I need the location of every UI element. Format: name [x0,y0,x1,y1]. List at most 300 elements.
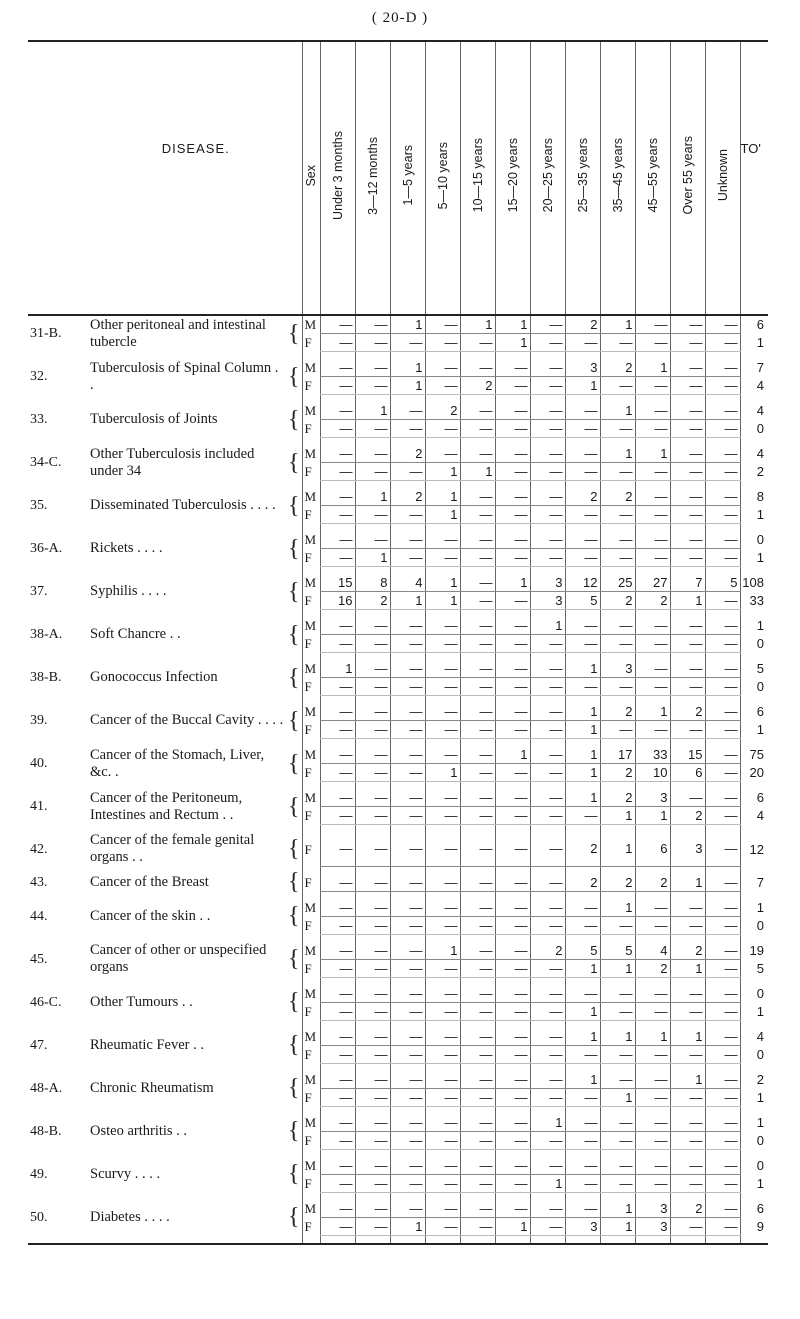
age-count-cell: 1 [425,942,460,960]
disease-name-cell [90,899,302,935]
age-count-cell: — [530,1217,565,1235]
age-count-cell: — [460,1131,495,1149]
age-count-cell: — [635,531,670,549]
header-number-column [28,41,90,315]
age-count-cell: 1 [390,1217,425,1235]
age-count-cell: — [460,506,495,524]
age-count-cell: 1 [425,463,460,481]
age-count-cell: — [565,531,600,549]
sex-cell: F [302,1217,320,1235]
row-spacer [28,352,768,360]
age-count-cell: — [495,660,530,678]
age-count-cell: — [425,746,460,764]
age-count-cell: — [355,531,390,549]
age-count-cell: — [495,549,530,567]
brace-glyph: { [287,621,300,648]
total-cell: 4 [740,402,768,420]
table-row [28,899,768,917]
age-count-cell: — [635,635,670,653]
age-count-cell: 1 [530,1174,565,1192]
age-count-cell: — [635,678,670,696]
sex-cell: F [302,506,320,524]
age-count-cell: — [390,1002,425,1020]
age-count-cell: — [495,1157,530,1175]
age-count-cell: — [705,617,740,635]
age-count-cell: 2 [530,942,565,960]
age-count-cell: — [460,899,495,917]
sex-cell: M [302,1114,320,1132]
age-count-cell: — [565,807,600,825]
disease-number: 38-A. [30,627,63,643]
disease-number: 45. [30,951,48,967]
table-row [28,1028,768,1046]
age-count-cell: — [530,334,565,352]
age-count-cell: — [530,1088,565,1106]
age-count-cell: 1 [495,574,530,592]
age-count-cell: 1 [425,574,460,592]
age-count-cell: — [705,506,740,524]
age-count-cell: 2 [635,874,670,892]
age-count-cell: 1 [565,746,600,764]
age-count-cell: — [460,1174,495,1192]
age-count-cell: — [390,660,425,678]
age-count-cell: — [460,678,495,696]
total-cell: 0 [740,531,768,549]
age-count-cell: — [600,635,635,653]
age-count-cell: — [320,746,355,764]
age-count-cell: — [600,1174,635,1192]
age-count-cell: 1 [670,1028,705,1046]
age-count-cell: — [355,334,390,352]
row-spacer [28,1063,768,1071]
age-count-cell: 2 [390,445,425,463]
disease-number: 40. [30,756,48,772]
age-count-cell: — [320,463,355,481]
header-age-6: 20—25 years [530,41,565,315]
disease-name-cell [90,359,302,395]
sex-cell: F [302,807,320,825]
age-count-cell: — [670,315,705,334]
age-count-cell: 1 [635,1028,670,1046]
age-count-cell: — [425,334,460,352]
age-count-cell: — [355,617,390,635]
age-count-cell: — [670,377,705,395]
age-count-cell: — [670,985,705,1003]
age-count-cell: — [320,721,355,739]
age-count-cell: — [705,334,740,352]
age-count-cell: 12 [565,574,600,592]
age-count-cell: — [635,1088,670,1106]
disease-name: Other peritoneal and intestinal tubercle [90,316,266,350]
age-count-cell: 2 [670,703,705,721]
age-count-cell: 1 [565,377,600,395]
age-count-cell: — [320,899,355,917]
disease-number: 43. [30,874,48,890]
disease-number: 39. [30,713,48,729]
age-count-cell: — [670,445,705,463]
age-count-cell: 1 [565,959,600,977]
age-count-cell: — [705,721,740,739]
age-count-cell: — [390,678,425,696]
age-count-cell: — [355,420,390,438]
age-count-cell: — [390,617,425,635]
age-count-cell: — [320,359,355,377]
age-count-cell: — [355,721,390,739]
header-age-7: 25—35 years [565,41,600,315]
age-count-cell: — [600,463,635,481]
brace-glyph: { [287,492,300,519]
age-count-cell: — [600,721,635,739]
age-count-cell: — [565,1200,600,1218]
age-count-cell: 1 [600,1217,635,1235]
age-count-cell: — [320,764,355,782]
brace-glyph: { [287,363,300,390]
age-count-cell: — [390,1174,425,1192]
age-count-cell: — [460,746,495,764]
age-count-cell: — [320,445,355,463]
age-count-cell: — [635,1071,670,1089]
age-count-cell: — [495,703,530,721]
header-age-1: 3—12 months [355,41,390,315]
age-count-cell: — [460,488,495,506]
age-count-cell: 8 [355,574,390,592]
age-count-cell: — [600,1045,635,1063]
table-row [28,574,768,592]
age-count-cell: — [425,832,460,866]
age-count-cell: — [355,703,390,721]
age-count-cell: — [460,807,495,825]
sex-cell: F [302,1131,320,1149]
age-count-cell: — [355,445,390,463]
age-count-cell: — [670,334,705,352]
age-count-cell: — [530,463,565,481]
age-count-cell: 1 [600,1028,635,1046]
age-count-cell: — [460,1071,495,1089]
age-count-cell: 1 [565,721,600,739]
age-count-cell: 1 [600,1200,635,1218]
age-count-cell: 1 [495,315,530,334]
age-count-cell: — [355,1088,390,1106]
table-row [28,315,768,334]
disease-name-cell [90,574,302,610]
age-count-cell: — [320,789,355,807]
age-count-cell: — [355,377,390,395]
age-count-cell: — [670,1174,705,1192]
age-count-cell: — [390,916,425,934]
age-count-cell: 1 [670,874,705,892]
age-count-cell: — [495,402,530,420]
age-count-cell: — [425,377,460,395]
disease-name: Rheumatic Fever . . [90,1036,204,1053]
age-count-cell: — [390,1200,425,1218]
brace-glyph: { [287,1161,300,1188]
table-row [28,1200,768,1218]
disease-name-cell [90,832,302,866]
age-count-cell: — [425,959,460,977]
age-count-cell: — [530,789,565,807]
age-count-cell: — [495,942,530,960]
total-cell: 5 [740,959,768,977]
age-count-cell: — [495,1088,530,1106]
age-count-cell: — [390,549,425,567]
row-spacer [28,934,768,942]
disease-number: 35. [30,498,48,514]
age-count-cell: — [600,506,635,524]
age-count-cell: — [355,678,390,696]
total-cell: 0 [740,1131,768,1149]
age-count-cell: — [320,549,355,567]
total-cell: 2 [740,463,768,481]
age-count-cell: — [320,959,355,977]
row-spacer [28,977,768,985]
age-count-cell: — [390,1071,425,1089]
age-count-cell: — [425,1114,460,1132]
age-count-cell: — [495,377,530,395]
age-count-cell: — [390,874,425,892]
total-cell: 0 [740,916,768,934]
age-count-cell: 1 [565,1071,600,1089]
age-count-cell: — [705,1174,740,1192]
table-row [28,359,768,377]
age-count-cell: — [530,531,565,549]
age-count-cell: 2 [670,807,705,825]
age-count-cell: — [495,832,530,866]
age-count-cell: — [565,1088,600,1106]
age-count-cell: 1 [600,445,635,463]
header-age-8: 35—45 years [600,41,635,315]
brace-glyph: { [287,707,300,734]
sex-cell: M [302,746,320,764]
age-count-cell: — [355,874,390,892]
age-count-cell: — [565,1114,600,1132]
disease-name-cell [90,1071,302,1107]
age-count-cell: — [425,807,460,825]
sex-cell: F [302,832,320,866]
brace-glyph: { [287,989,300,1016]
total-cell: 6 [740,703,768,721]
age-count-cell: — [390,721,425,739]
age-count-cell: — [705,985,740,1003]
age-count-cell: — [355,832,390,866]
age-count-cell: — [460,359,495,377]
sex-cell: F [302,678,320,696]
disease-number: 38-B. [30,670,62,686]
disease-number: 49. [30,1166,48,1182]
age-count-cell: — [495,916,530,934]
age-count-cell: 1 [460,315,495,334]
age-count-cell: — [600,1131,635,1149]
brace-glyph: { [287,664,300,691]
age-count-cell: — [495,488,530,506]
page-title: ( 20-D ) [371,10,429,26]
age-count-cell: — [460,874,495,892]
age-count-cell: 1 [635,807,670,825]
age-count-cell: 1 [670,592,705,610]
age-count-cell: — [635,1131,670,1149]
age-count-cell: 1 [635,445,670,463]
age-count-cell: — [320,678,355,696]
age-count-cell: 1 [600,807,635,825]
age-count-cell: — [600,1157,635,1175]
age-count-cell: 3 [635,789,670,807]
age-count-cell: — [460,549,495,567]
age-count-cell: — [425,1131,460,1149]
age-count-cell: 2 [635,592,670,610]
total-cell: 6 [740,315,768,334]
sex-cell: M [302,531,320,549]
total-cell: 7 [740,359,768,377]
age-count-cell: — [670,1217,705,1235]
age-count-cell: — [320,807,355,825]
age-count-cell: — [355,359,390,377]
age-count-cell: — [320,617,355,635]
age-count-cell: — [425,359,460,377]
disease-number: 50. [30,1209,48,1225]
age-count-cell: 1 [495,1217,530,1235]
header-sex: Sex [302,41,320,315]
brace-glyph: { [287,1032,300,1059]
brace-glyph: { [287,449,300,476]
disease-name: Disseminated Tuberculosis . . . . [90,497,276,514]
age-count-cell: — [320,1131,355,1149]
age-count-cell: — [670,1131,705,1149]
age-count-cell: — [390,746,425,764]
age-count-cell: — [495,1028,530,1046]
age-count-cell: — [670,678,705,696]
age-count-cell: — [635,506,670,524]
age-count-cell: — [425,635,460,653]
sex-cell: F [302,1174,320,1192]
age-count-cell: — [530,549,565,567]
age-count-cell: — [460,1157,495,1175]
age-count-cell: — [670,549,705,567]
age-count-cell: — [425,703,460,721]
age-count-cell: 1 [390,359,425,377]
age-count-cell: 2 [390,488,425,506]
disease-name: Cancer of the skin . . [90,907,211,924]
age-count-cell: 2 [565,488,600,506]
row-spacer [28,782,768,790]
age-count-cell: — [565,1174,600,1192]
age-count-cell: — [460,1088,495,1106]
disease-name-cell [90,869,302,896]
age-count-cell: — [495,874,530,892]
age-count-cell: 15 [670,746,705,764]
disease-name-cell [90,985,302,1021]
total-cell: 19 [740,942,768,960]
disease-name: Cancer of the Buccal Cavity . . . . [90,712,284,729]
table-body [28,315,768,1244]
row-spacer [28,653,768,661]
age-count-cell: — [705,402,740,420]
age-count-cell: — [705,807,740,825]
age-count-cell: — [705,874,740,892]
age-count-cell: — [425,617,460,635]
disease-number: 34-C. [30,455,62,471]
disease-name: Other Tumours . . [90,993,193,1010]
disease-name: Cancer of the Breast [90,873,209,890]
age-count-cell: — [705,549,740,567]
total-cell: 1 [740,617,768,635]
table-row [28,402,768,420]
age-count-cell: — [635,617,670,635]
age-count-cell: — [425,1088,460,1106]
age-count-cell: — [460,635,495,653]
age-count-cell: — [390,985,425,1003]
header-age-10: Over 55 years [670,41,705,315]
age-count-cell: — [635,463,670,481]
age-count-cell: — [530,359,565,377]
disease-name-cell [90,488,302,524]
age-count-cell: 1 [565,660,600,678]
age-count-cell: — [460,660,495,678]
sex-cell: F [302,463,320,481]
total-cell: 0 [740,635,768,653]
age-count-cell: — [530,635,565,653]
disease-number: 32. [30,369,48,385]
total-cell: 1 [740,1114,768,1132]
age-count-cell: — [600,377,635,395]
age-count-cell: — [705,1088,740,1106]
total-cell: 6 [740,1200,768,1218]
sex-cell: M [302,899,320,917]
brace-glyph: { [287,578,300,605]
age-count-cell: 2 [600,703,635,721]
age-count-cell: — [390,703,425,721]
age-count-cell: — [460,832,495,866]
age-count-cell: — [495,420,530,438]
table-row [28,1071,768,1089]
total-cell: 6 [740,789,768,807]
disease-name-cell [90,402,302,438]
age-count-cell: — [530,315,565,334]
disease-name: Syphilis . . . . [90,583,167,600]
sex-cell: F [302,635,320,653]
age-count-cell: 3 [635,1217,670,1235]
age-count-cell: — [565,985,600,1003]
brace-glyph: { [287,750,300,777]
age-count-cell: — [495,1174,530,1192]
age-count-cell: — [355,1114,390,1132]
age-count-cell: — [635,916,670,934]
row-spacer [28,1149,768,1157]
sex-cell: F [302,916,320,934]
age-count-cell: — [495,531,530,549]
age-count-cell: — [635,315,670,334]
age-count-cell: — [425,789,460,807]
age-count-cell: — [320,1002,355,1020]
age-count-cell: 16 [320,592,355,610]
age-count-cell: — [355,916,390,934]
age-count-cell: 5 [565,592,600,610]
age-count-cell: — [460,1114,495,1132]
age-count-cell: — [705,377,740,395]
age-count-cell: — [530,764,565,782]
row-spacer [28,1020,768,1028]
disease-number: 41. [30,799,48,815]
age-count-cell: — [320,1217,355,1235]
row-spacer [28,610,768,618]
age-count-cell: — [425,678,460,696]
age-count-cell: — [635,1174,670,1192]
age-count-cell: — [670,1088,705,1106]
age-count-cell: — [425,1045,460,1063]
sex-cell: M [302,1200,320,1218]
age-count-cell: — [530,660,565,678]
age-count-cell: — [635,985,670,1003]
age-count-cell: 25 [600,574,635,592]
age-count-cell: — [460,942,495,960]
